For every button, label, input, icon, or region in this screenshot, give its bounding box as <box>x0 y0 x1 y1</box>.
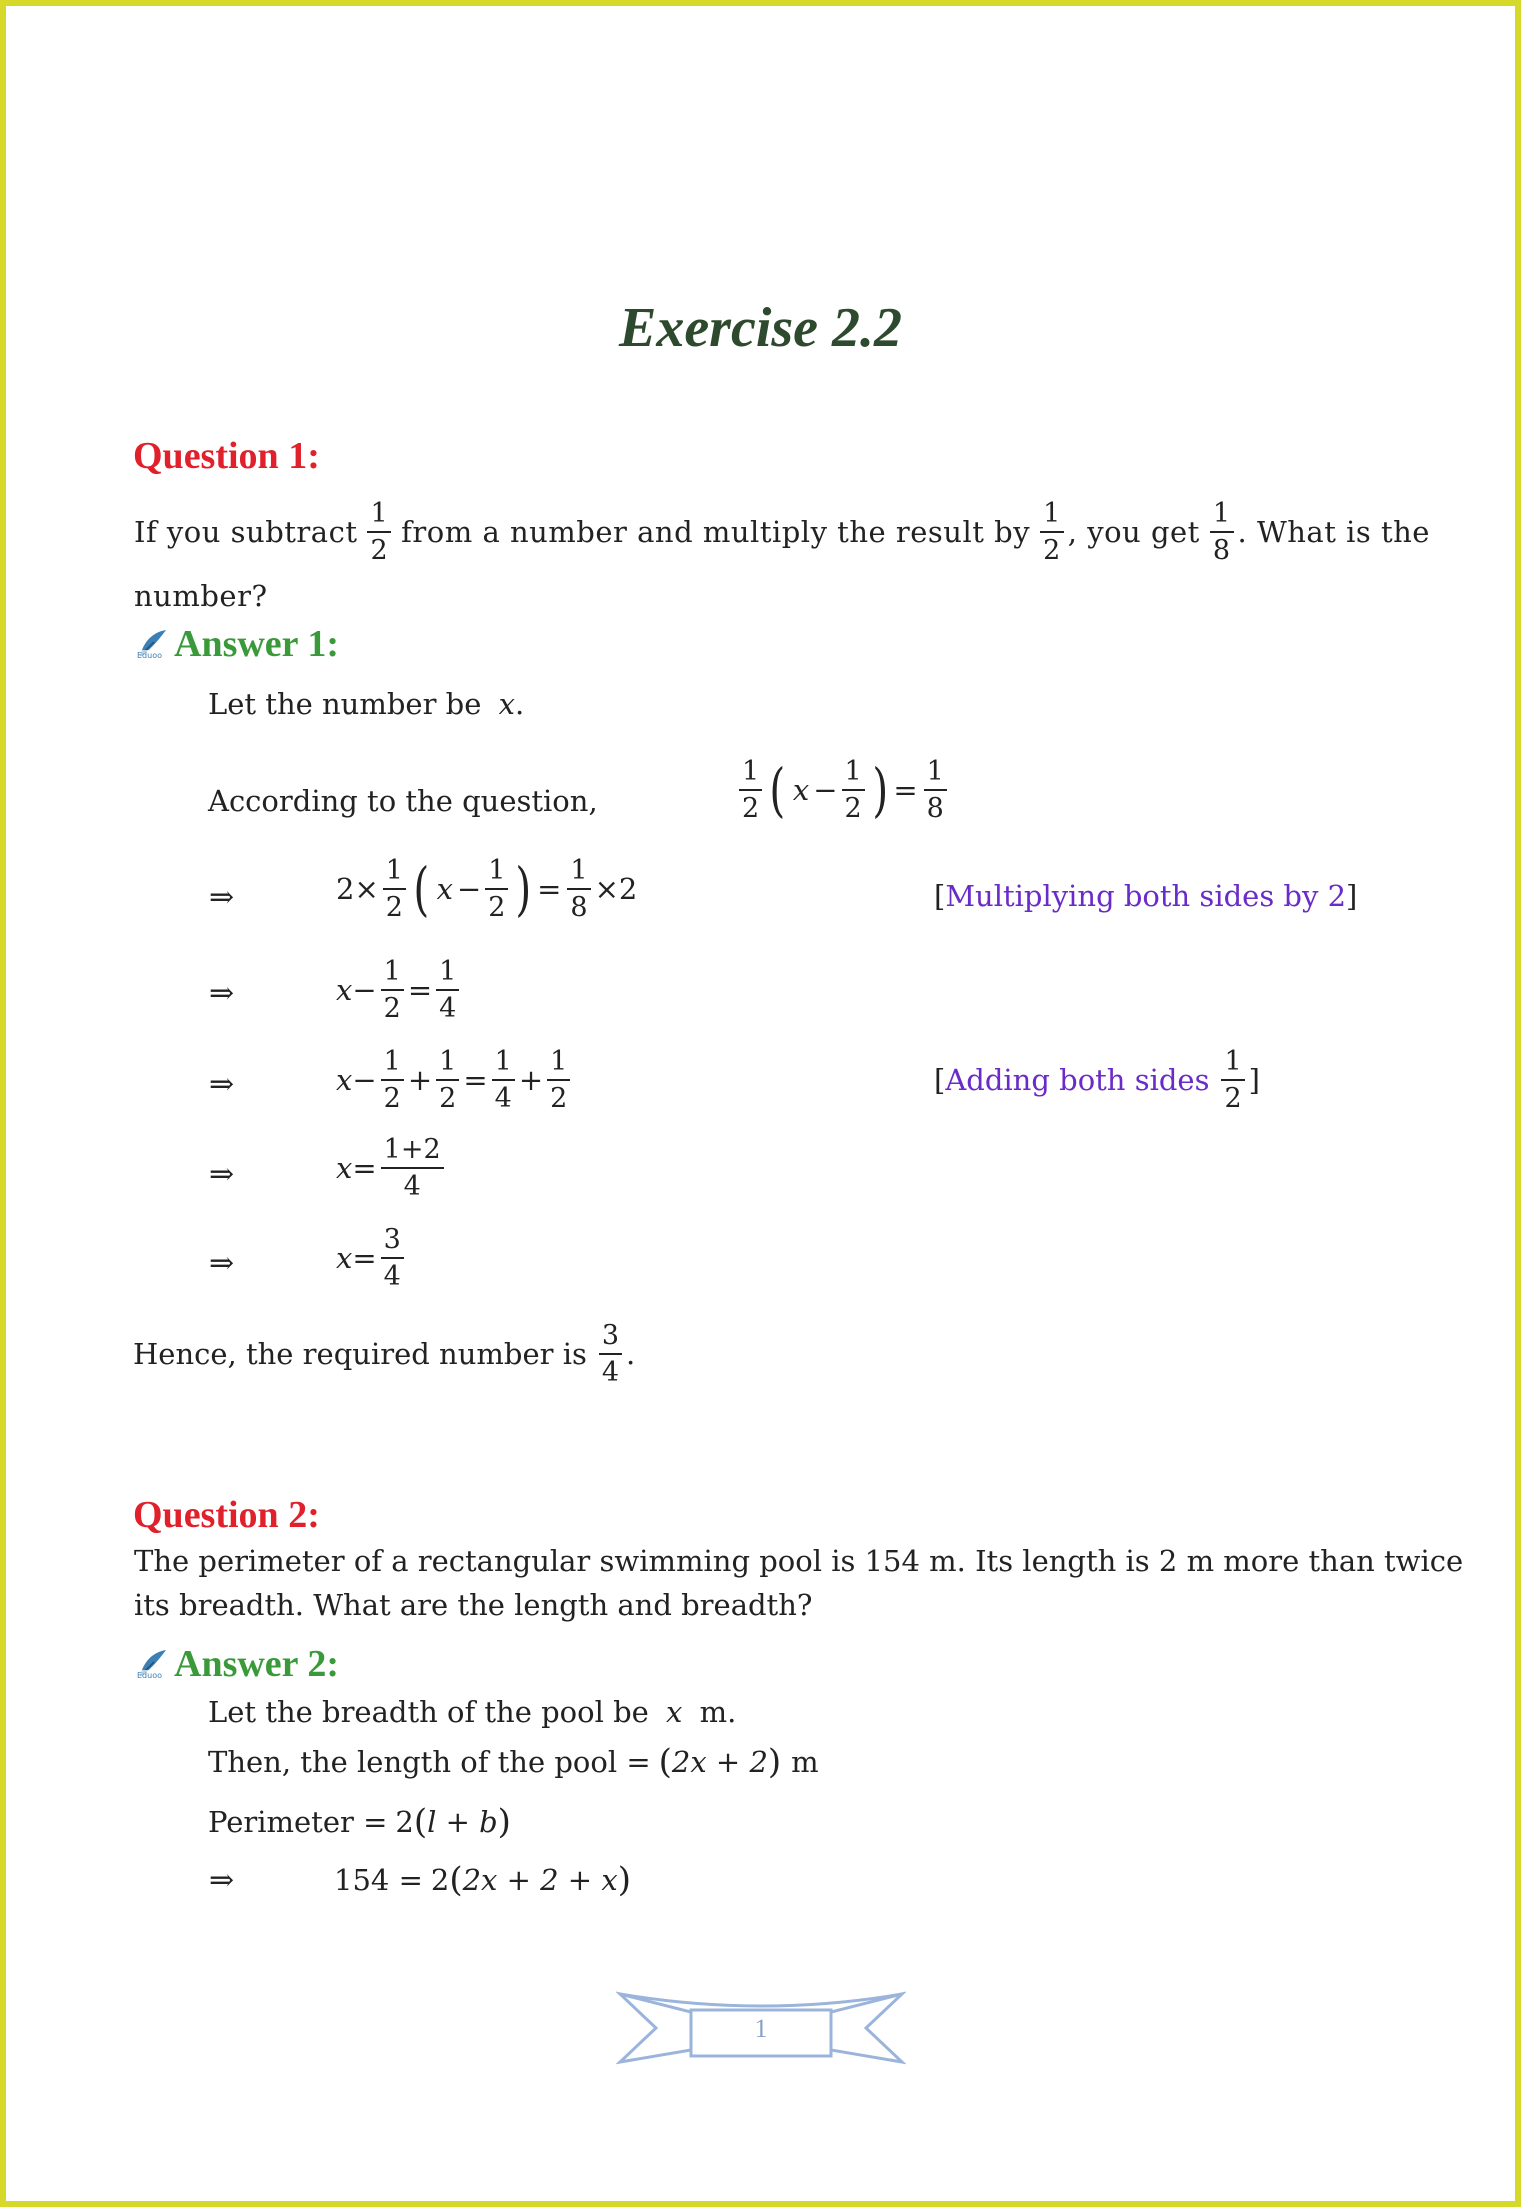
implies-arrow: ⇒ <box>209 1246 235 1281</box>
question-2-line-1: The perimeter of a rectangular swimming pool is 154 m. Its length is 2 m more than twice <box>134 1544 1464 1578</box>
q1-text-part3: , you get <box>1067 515 1200 549</box>
svg-text:Eduoo: Eduoo <box>137 1671 162 1680</box>
implies-arrow: ⇒ <box>209 1157 235 1192</box>
q1-text-part1: If you subtract <box>134 515 358 549</box>
page-number-ribbon <box>616 1990 906 2070</box>
equation-3: x − $\frac{1}{2}$ = $\frac{1}{4}$ <box>336 958 463 1022</box>
equation-2: 2× $\frac{1}{2}$ ( x − $\frac{1}{2}$ ) = $\frac{1}{8}$ ×2 <box>336 855 638 923</box>
implies-arrow: ⇒ <box>209 1067 235 1102</box>
page-number: 1 <box>754 2014 768 2043</box>
question-2-line-2: its breadth. What are the length and breadth? <box>134 1588 813 1622</box>
equation-4: x − $\frac{1}{2}$ + $\frac{1}{2}$ = $\frac{1}{4}$ + $\frac{1}{2}$ <box>336 1048 574 1112</box>
equation-1: $\frac{1}{2}$ ( x − $\frac{1}{2}$ ) = $\frac{1}{8}$ <box>735 758 951 822</box>
question-1-heading: Question 1: <box>133 435 320 477</box>
note-adding: [ Adding both sides $\frac{1}{2}$ ] <box>934 1046 1260 1114</box>
equation-6: x = $\frac{3}{4}$ <box>336 1226 408 1290</box>
implies-arrow: ⇒ <box>209 976 235 1011</box>
note-multiplying: [Multiplying both sides by 2] <box>934 879 1358 913</box>
a2-line-4: 154 = 2 ( 2x + 2 + x ) <box>334 1860 631 1900</box>
equation-5: x = $\frac{1+2}{4}$ <box>336 1136 448 1200</box>
a1-according-line: According to the question, <box>208 784 598 818</box>
fraction-eighth: $\frac{1}{8}$ <box>1210 500 1234 564</box>
answer-1-heading-row <box>134 622 339 666</box>
question-2-heading: Question 2: <box>133 1494 320 1536</box>
a2-line-2: Then, the length of the pool = ( 2x + 2 ) m <box>208 1742 819 1782</box>
page-title: Exercise 2.2 <box>618 297 903 359</box>
answer-2-heading: Answer 2: <box>174 1643 340 1685</box>
a2-line-1: Let the breadth of the pool be x m. <box>208 1695 737 1729</box>
implies-arrow: ⇒ <box>209 1863 235 1898</box>
feather-icon <box>134 626 170 662</box>
q1-text-part4: . What is the <box>1237 515 1430 549</box>
a1-let-line: Let the number be x. <box>208 687 525 721</box>
fraction-half: $\frac{1}{2}$ <box>1040 500 1064 564</box>
fraction-half: $\frac{1}{2}$ <box>367 500 391 564</box>
svg-text:Eduoo: Eduoo <box>137 651 162 660</box>
question-1-text <box>134 500 1430 564</box>
a1-conclusion: Hence, the required number is $\frac{3}{4}$ . <box>133 1320 636 1388</box>
answer-1-heading: Answer 1: <box>174 623 340 665</box>
a2-line-3: Perimeter = 2 ( l + b ) <box>208 1802 511 1842</box>
feather-icon <box>134 1646 170 1682</box>
q1-text-part5: number? <box>134 579 268 613</box>
answer-2-heading-row <box>134 1642 339 1686</box>
q1-text-part2: from a number and multiply the result by <box>401 515 1031 549</box>
implies-arrow: ⇒ <box>209 880 235 915</box>
